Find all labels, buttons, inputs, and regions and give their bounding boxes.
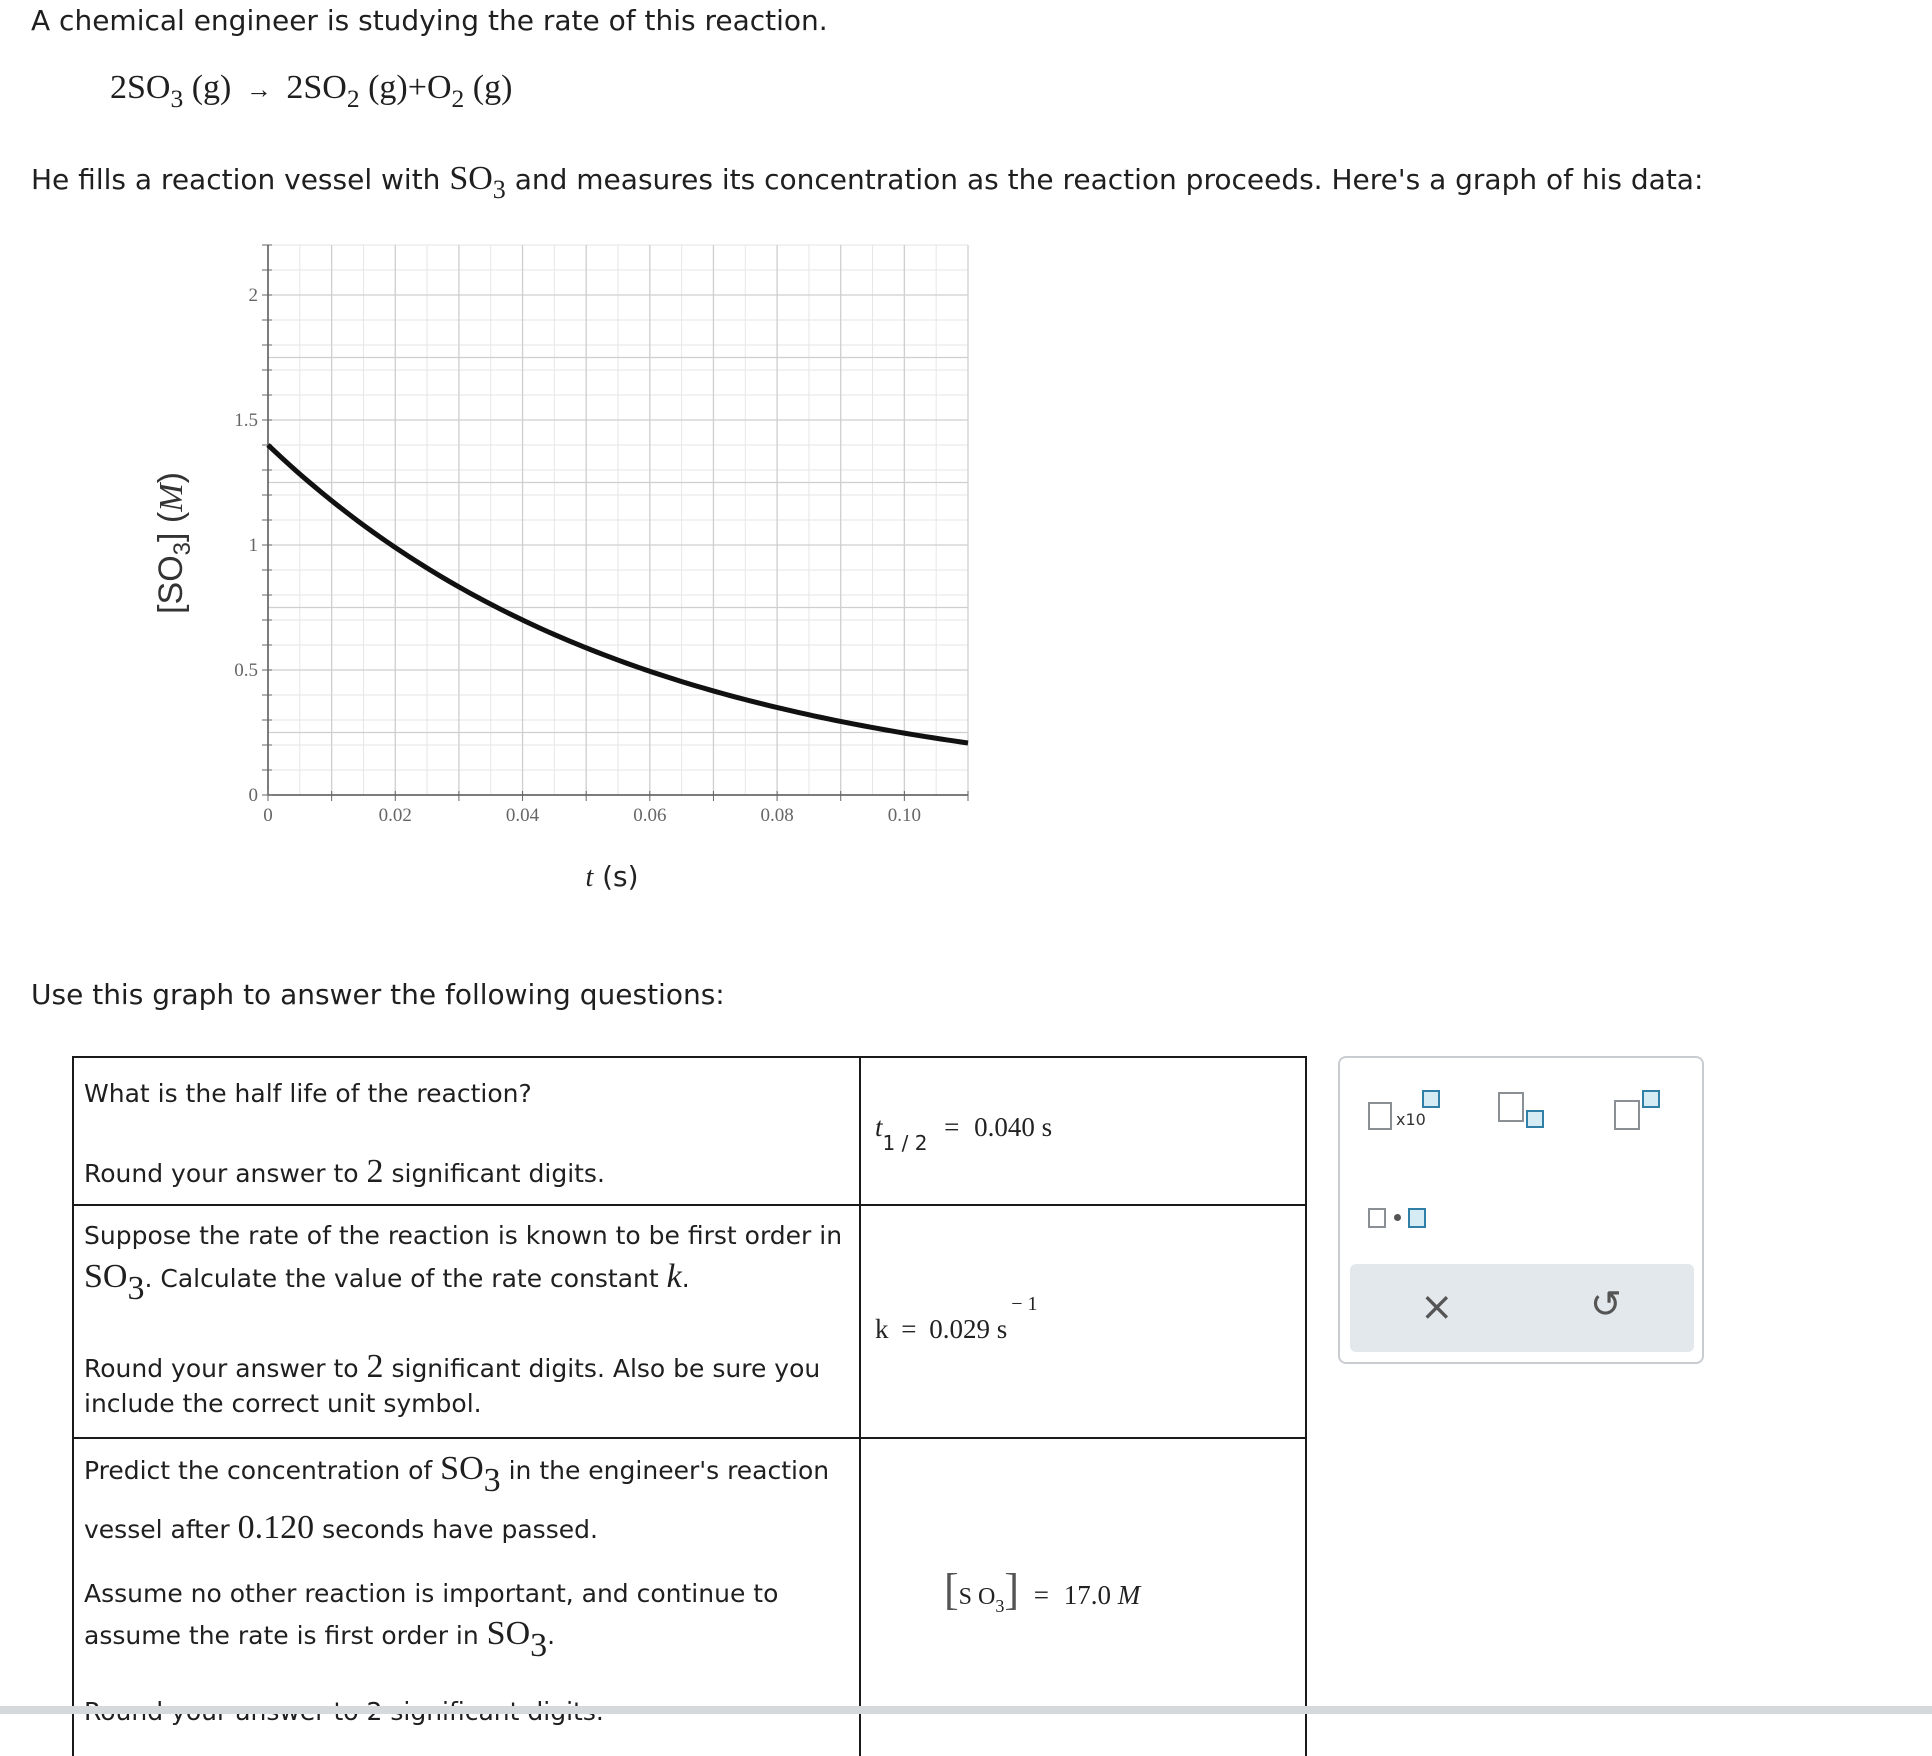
- horizontal-scrollbar[interactable]: [0, 1706, 1932, 1714]
- x-tick-label: 0.06: [633, 805, 666, 826]
- subscript-button[interactable]: [1498, 1090, 1558, 1140]
- y-tick-label: 2: [249, 285, 259, 306]
- questions-table: [72, 1056, 1296, 1756]
- q2-text-2: SO3. Calculate the value of the rate constant k.: [84, 1259, 690, 1307]
- q3-text-2: vessel after 0.120 seconds have passed.: [84, 1510, 598, 1548]
- instruction-text: Use this graph to answer the following questions:: [31, 978, 725, 1012]
- intro-text: A chemical engineer is studying the rate of this reaction.: [31, 4, 828, 38]
- superscript-button[interactable]: [1614, 1090, 1674, 1140]
- x-tick-label: 0.10: [888, 805, 921, 826]
- setup-text: He fills a reaction vessel with SO3 and measures its concentration as the reaction proceeds. Here's a graph of his data:: [31, 162, 1703, 207]
- y-tick-label: 1.5: [234, 410, 258, 431]
- multiply-dot-button[interactable]: [1368, 1204, 1438, 1234]
- q3-text-4: assume the rate is first order in SO3.: [84, 1616, 555, 1664]
- reaction-equation: $2SO_3$ $(g) \to 2SO_2$ $(g)+O_2$ (g): [110, 68, 512, 119]
- concentration-chart: [120, 225, 1000, 925]
- y-tick-label: 0.5: [234, 660, 258, 681]
- x-tick-label: 0.04: [506, 805, 540, 826]
- q2-text: Suppose the rate of the reaction is known to be first order in: [84, 1218, 842, 1254]
- q2-round-2: include the correct unit symbol.: [84, 1386, 482, 1422]
- arrow-icon: →: [246, 75, 272, 104]
- palette-action-bar: [1350, 1264, 1694, 1352]
- q2-round: Round your answer to 2 significant digits. Also be sure you: [84, 1349, 820, 1387]
- chart-axes: [262, 245, 968, 801]
- clear-icon[interactable]: ×: [1420, 1284, 1454, 1330]
- y-tick-label: 0: [249, 785, 259, 806]
- q1-text: What is the half life of the reaction?: [84, 1076, 532, 1112]
- q3-text-3: Assume no other reaction is important, and continue to: [84, 1576, 778, 1612]
- q1-answer[interactable]: $t_{1 / 2} = 0.040$ s: [875, 1112, 1052, 1155]
- times-ten-button[interactable]: x10: [1368, 1090, 1448, 1140]
- y-tick-label: 1: [249, 535, 259, 556]
- x-tick-label: 0.08: [760, 805, 793, 826]
- q3-answer[interactable]: [S $O_3] = 17.0$ M: [944, 1564, 1140, 1617]
- minor-grid: [268, 245, 968, 795]
- q2-answer[interactable]: k = 0.029 $s^{- 1}$: [875, 1314, 1038, 1345]
- x-tick-label: 0.02: [379, 805, 412, 826]
- y-axis-label: $[SO_3]$ (M): [152, 472, 196, 614]
- undo-icon[interactable]: ↺: [1590, 1282, 1622, 1326]
- x-axis-label: t (s): [585, 860, 638, 893]
- x-tick-label: 0: [263, 805, 273, 826]
- math-tool-palette: [1338, 1056, 1704, 1364]
- q3-text: Predict the concentration of SO3 in the engineer's reaction: [84, 1451, 829, 1499]
- q1-round: Round your answer to 2 significant digits.: [84, 1154, 605, 1192]
